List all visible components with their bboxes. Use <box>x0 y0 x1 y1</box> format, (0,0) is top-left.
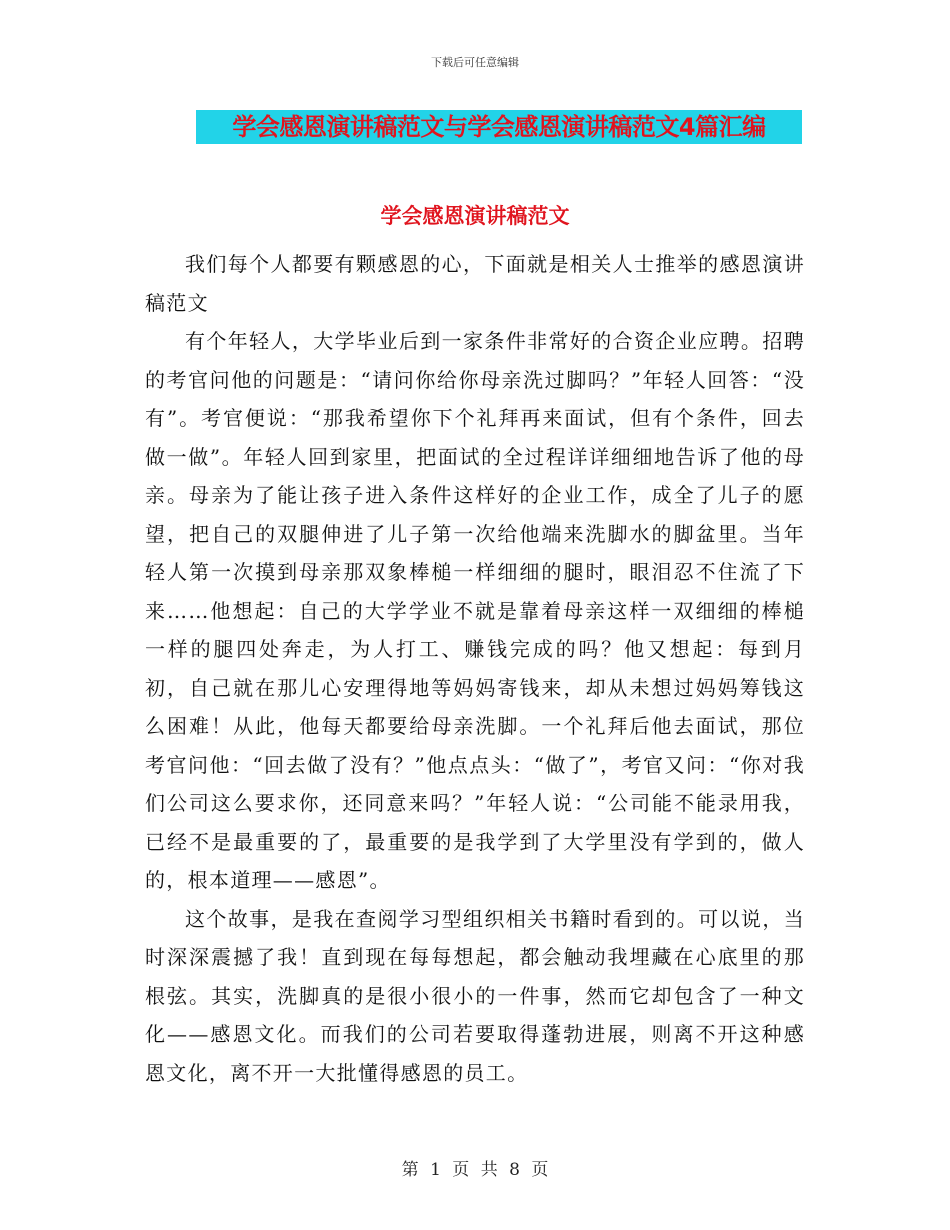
document-title-highlight <box>196 110 802 144</box>
document-body <box>145 245 805 1092</box>
paragraph-story: 有个年轻人，大学毕业后到一家条件非常好的合资企业应聘。招聘的考官问他的问题是：“请问你给你母亲洗过脚吗？”年轻人回答：“没有”。考官便说：“那我希望你下个礼拜再来面试，但有个条件，回去做一做”。年轻人回到家里，把面试的全过程详详细细地告诉了他的母亲。母亲为了能让孩子进入条件这样好的企业工作，成全了儿子的愿望，把自己的双腿伸进了儿子第一次给他端来洗脚水的脚盆里。当年轻人第一次摸到母亲那双象棒槌一样细细的腿时，眼泪忍不住流了下来……他想起：自己的大学学业不就是靠着母亲这样一双细细的棒槌一样的腿四处奔走，为人打工、赚钱完成的吗？他又想起：每到月初，自己就在那儿心安理得地等妈妈寄钱来，却从未想过妈妈筹钱这么困难！从此，他每天都要给母亲洗脚。一个礼拜后他去面试，那位考官问他：“回去做了没有？”他点点头：“做了”，考官又问：“你对我们公司这么要求你，还同意来吗？”年轻人说：“公司能不能录用我，已经不是最重要的了，最重要的是我学到了大学里没有学到的，做人的，根本道理——感恩”。 <box>145 329 805 892</box>
paragraph-reflection: 这个故事，是我在查阅学习型组织相关书籍时看到的。可以说，当时深深震撼了我！直到现在每每想起，都会触动我埋藏在心底里的那根弦。其实，洗脚真的是很小很小的一件事，然而它却包含了一种文化——感恩文化。而我们的公司若要取得蓬勃进展，则离不开这种感恩文化，离不开一大批懂得感恩的员工。 <box>145 906 805 1085</box>
section-title: 学会感恩演讲稿范文 <box>380 204 570 228</box>
page-number: 第 1 页 共 8 页 <box>401 1160 549 1180</box>
header-note: 下载后可任意编辑 <box>431 56 519 69</box>
paragraph-intro: 我们每个人都要有颗感恩的心，下面就是相关人士推举的感恩演讲稿范文 <box>145 252 805 315</box>
document-title: 学会感恩演讲稿范文与学会感恩演讲稿范文4篇汇编 <box>232 113 766 141</box>
